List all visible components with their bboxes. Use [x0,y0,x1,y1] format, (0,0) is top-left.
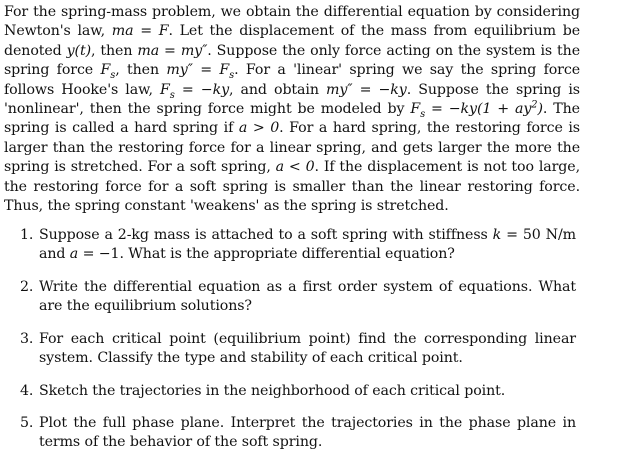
intro-text: , then [115,62,167,79]
problem-text: For each critical point (equilibrium point) find the corresponding linear system. Classify the type and stability of each critical point. [39,331,576,367]
intro-text: . Let the displacement of the mass from equilibrium be denoted [4,23,580,59]
problem-number: 4. [20,383,34,399]
problem-number: 3. [20,331,34,347]
problem-text: Sketch the trajectories in the neighborhood of each critical point. [39,383,506,399]
intro-text: . Suppose the only force acting on the system is the spring force [4,42,580,79]
intro-text: . Suppose the spring is 'nonlinear', then the spring force might be modeled by [4,81,580,118]
intro-paragraph [4,3,580,216]
intro-text: , and obtain [228,81,326,98]
math-hard-condition: a > 0 [238,120,280,137]
problem-item-1 [20,226,576,265]
math-hookes-law: $F_s = -ky$ [160,81,229,101]
intro-text: . For a 'linear' spring we say the spring force follows Hooke's law, [4,62,580,98]
problem-text: Plot the full phase plane. Interpret the trajectories in the phase plane in terms of the behavior of the soft spring. [39,415,576,451]
intro-text: . If the displacement is not too large, the restoring force for a soft spring is smaller than the linear restoring force. Thus, the spring constant 'weakens' as the spring is stretched. [4,159,580,215]
problem-number: 2. [20,279,34,295]
problem-text: Write the differential equation as a first order system of equations. What are the equilibrium solutions? [39,279,576,315]
math-soft-condition: a < 0 [275,159,315,176]
intro-text: . The spring is called a hard spring if [4,101,580,137]
math-nonlinear-force: $F_s = -ky(1 + ay^2)$ [410,99,543,120]
intro-text: , then [91,42,138,59]
problem-text: Suppose a 2-kg mass is attached to a soft spring with stiffness k = 50 N/m and a = −1. What is the appropriate differential equation? [39,227,576,263]
problem-item-4 [20,382,576,401]
problem-item-2 [20,278,576,317]
problem-number: 5. [20,415,34,431]
math-displacement: y(t) [66,42,92,59]
math-linear-equation: my″ = −ky [326,81,407,98]
intro-text: . For a hard spring, the restoring force is larger than the restoring force for a linear spring, and gets larger the more the spring is stretched. For a soft spring, [4,120,580,176]
document-page [4,3,580,216]
math-acceleration: ma = my″ [137,42,208,59]
problem-item-5 [20,414,576,453]
math-newton-law: ma = F [111,23,169,40]
problem-number: 1. [20,227,34,243]
problem-item-3 [20,330,576,369]
math-force-balance: $my'' = F_s$ [166,62,235,82]
intro-text: For the spring-mass problem, we obtain the differential equation by considering Newton's law, [4,4,580,40]
math-spring-force: $F_s$ [100,62,116,82]
